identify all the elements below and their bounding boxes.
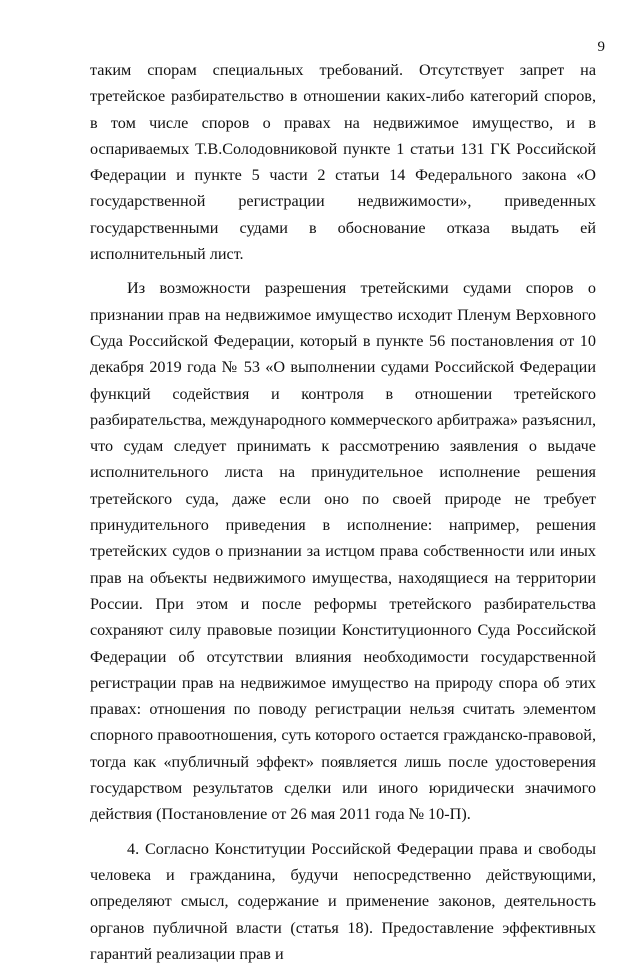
paragraph-section-4: 4. Согласно Конституции Российской Федерации права и свободы человека и гражданина, будучи непосредственно действующими, определяют смысл, содержание и применение законов, деятельность органов публичной власти (статья 18). Предоставление эффективных гарантий реализации прав и <box>90 839 596 963</box>
paragraph-plenum: Из возможности разрешения третейскими судами споров о признании прав на недвижимое имущество исходит Пленум Верховного Суда Российской Федерации, который в пункте 56 постановления от 10 декабря 2019 года № 53 «О выполнении судами Российской Федерации функций содействия и контроля в отношении третейского разбирательства, международного коммерческого арбитража» разъяснил, что судам следует принимать к рассмотрению заявления о выдаче исполнительного листа на принудительное исполнение решения третейского суда, даже если оно по своей природе не требует принудительного приведения в исполнение: например, решения третейских судов о признании за истцом права собственности или иных прав на объекты недвижимого имущества, находящиеся на территории России. При этом и после реформы третейского разбирательства сохраняют силу правовые позиции Конституционного Суда Российской Федерации об отсутствии влияния необходимости государственной регистрации прав на недвижимое имущество на природу спора об этих правах: отношения по поводу регистрации нельзя считать элементом спорного правоотношения, суть которого остается гражданско-правовой, тогда как «публичный эффект» появляется лишь после удостоверения государством результатов сделки или иного юридически значимого действия (Постановление от 26 мая 2011 года № 10-П). <box>90 279 596 824</box>
page-number: 9 <box>597 39 605 55</box>
document-body <box>90 57 596 967</box>
paragraph-continuation: таким спорам специальных требований. Отсутствует запрет на третейское разбирательство в отношении каких-либо категорий споров, в том числе споров о правах на недвижимое имущество, и в оспариваемых Т.В.Солодовниковой пункте 1 статьи 131 ГК Российской Федерации и пункте 5 части 2 статьи 14 Федерального закона «О государственной регистрации недвижимости», приведенных государственными судами в обоснование отказа выдать ей исполнительный лист. <box>90 61 596 264</box>
